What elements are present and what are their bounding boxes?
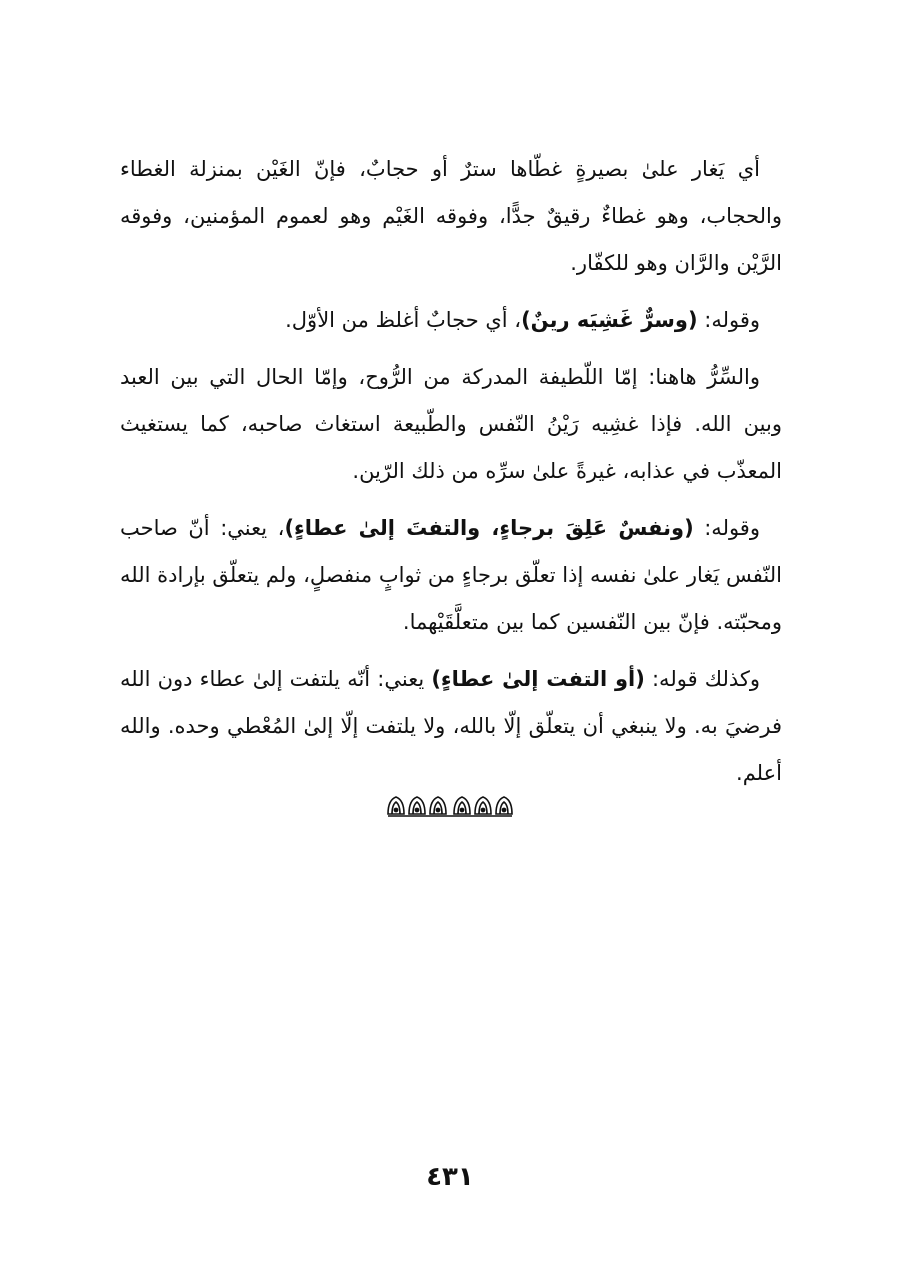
paragraph-2-rest: ، أي حجابٌ أغلظ من الأوّل. (285, 308, 522, 332)
paragraph-4-rest: ، يعني: أنّ صاحب النّفس يَغار علىٰ نفسه إذا تعلّق برجاءٍ من ثوابٍ منفصلٍ، ولم يتعلّق بإرادة الله ومحبّته. فإنّ بين النّفسين كما بين متعلَّقَيْهما. (120, 516, 782, 634)
paragraph-5-quote: (أو التفت إلىٰ عطاءٍ) (431, 667, 645, 691)
paragraph-5-lead: وكذلك قوله: (644, 667, 760, 691)
paragraph-1 (120, 146, 782, 287)
paragraph-1-text: أي يَغار علىٰ بصيرةٍ غطّاها سترٌ أو حجابٌ، فإنّ الغَيْن بمنزلة الغطاء والحجاب، وهو غطاءٌ رقيقٌ جدًّا، وفوقه الغَيْم وهو لعموم المؤمنين، وفوقه الرَّيْن والرَّان وهو للكفّار. (120, 157, 782, 275)
paragraph-4 (120, 505, 782, 646)
paragraph-2 (120, 297, 782, 344)
paragraph-5-rest: يعني: أنّه يلتفت إلىٰ عطاء دون الله فرضيَ به. ولا ينبغي أن يتعلّق إلّا بالله، ولا يلتفت إلّا إلىٰ المُعْطي وحده. والله أعلم. (120, 667, 782, 785)
paragraph-2-quote: (وسرٌّ غَشِيَه رينٌ) (521, 308, 698, 332)
paragraph-3 (120, 354, 782, 495)
paragraph-3-text: والسِّرُّ هاهنا: إمّا اللّطيفة المدركة من الرُّوح، وإمّا الحال التي بين العبد وبين الله. فإذا غشِيه رَيْنُ النّفس والطّبيعة استغاث صاحبه، كما يستغيث المعذّب في عذابه، غيرةً علىٰ سرِّه من ذلك الرّين. (120, 365, 782, 483)
body-text (120, 146, 782, 807)
page-number: ٤٣١ (426, 1162, 474, 1192)
paragraph-4-lead: وقوله: (693, 516, 760, 540)
floral-divider-icon (386, 793, 514, 819)
paragraph-4-quote: (ونفسٌ عَلِقَ برجاءٍ، والتفتَ إلىٰ عطاءٍ) (284, 516, 694, 540)
paragraph-2-lead: وقوله: (697, 308, 760, 332)
paragraph-5 (120, 656, 782, 797)
